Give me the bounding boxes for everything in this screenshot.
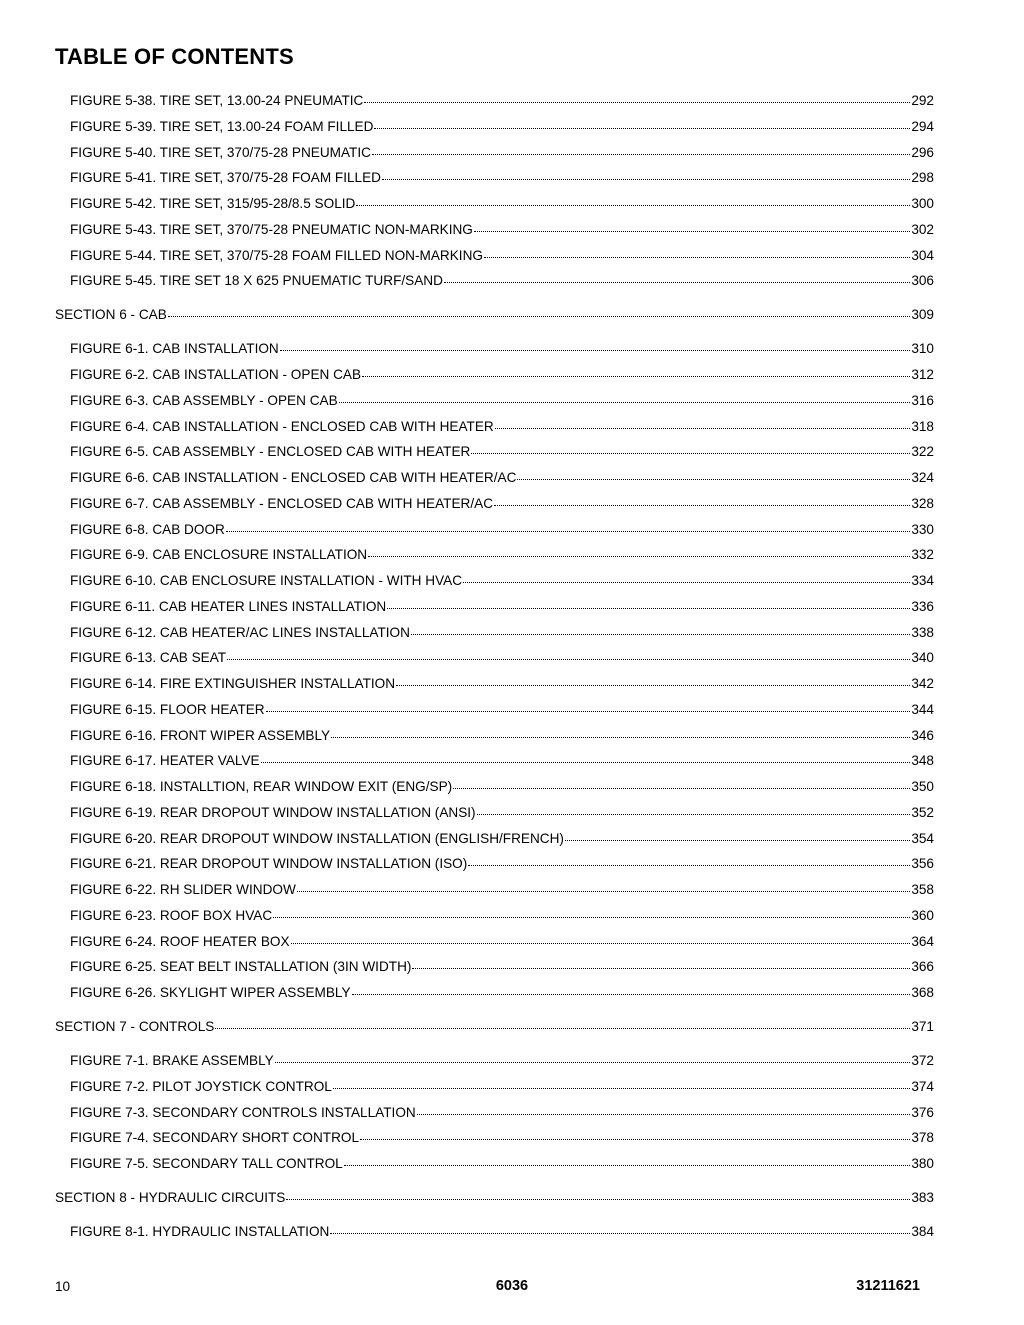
toc-figure-entry[interactable] (70, 649, 934, 667)
toc-dot-leader (215, 1016, 910, 1029)
toc-entry-page: 318 (911, 418, 934, 434)
toc-entry-label: FIGURE 6-25. SEAT BELT INSTALLATION (3IN WIDTH) (70, 959, 412, 975)
toc-entry-page: 334 (911, 573, 934, 588)
toc-dot-leader (463, 570, 910, 583)
toc-dot-leader (344, 1153, 911, 1166)
toc-entry-label: SECTION 8 - HYDRAULIC CIRCUITS (55, 1190, 286, 1205)
toc-entry-label: FIGURE 6-20. REAR DROPOUT WINDOW INSTALLATION (ENGLISH/FRENCH) (70, 830, 564, 846)
toc-entry-label: FIGURE 6-8. CAB DOOR (70, 521, 225, 537)
toc-entry-label: FIGURE 6-16. FRONT WIPER ASSEMBLY (70, 727, 331, 743)
toc-dot-leader (297, 879, 910, 892)
toc-entry-label: FIGURE 6-1. CAB INSTALLATION (70, 341, 279, 357)
toc-entry-label: FIGURE 5-42. TIRE SET, 315/95-28/8.5 SOLID (70, 196, 356, 211)
toc-figure-entry[interactable] (70, 169, 934, 187)
toc-dot-leader (484, 245, 910, 258)
toc-entry-page: 372 (911, 1053, 934, 1068)
toc-figure-entry[interactable] (70, 1052, 934, 1070)
toc-entry-label: FIGURE 7-1. BRAKE ASSEMBLY (70, 1053, 274, 1068)
toc-dot-leader (372, 142, 910, 155)
toc-entry-page: 368 (911, 985, 934, 1000)
footer-model: 6036 (495, 1278, 529, 1294)
toc-entry-page: 342 (911, 676, 934, 691)
toc-dot-leader (453, 776, 910, 789)
toc-entry-page: 292 (911, 93, 934, 108)
toc-entry-page: 322 (911, 444, 934, 460)
toc-entry-label: FIGURE 6-4. CAB INSTALLATION - ENCLOSED CAB WITH HEATER (70, 418, 494, 434)
toc-figure-entry[interactable] (70, 521, 934, 539)
toc-figure-entry[interactable] (70, 144, 934, 162)
toc-entry-page: 371 (911, 1019, 934, 1034)
toc-dot-leader (227, 647, 910, 660)
toc-entry-label: FIGURE 7-5. SECONDARY TALL CONTROL (70, 1156, 343, 1171)
toc-figure-entry[interactable] (70, 855, 934, 873)
toc-entry-label: FIGURE 5-43. TIRE SET, 370/75-28 PNEUMATIC NON-MARKING (70, 221, 473, 237)
toc-dot-leader (286, 1187, 910, 1200)
toc-figure-entry[interactable] (70, 392, 934, 410)
toc-entry-page: 298 (911, 170, 934, 186)
page-title: TABLE OF CONTENTS (55, 44, 294, 69)
toc-entry-label: FIGURE 5-39. TIRE SET, 13.00-24 FOAM FILLED (70, 118, 374, 134)
toc-figure-entry[interactable] (70, 1223, 934, 1241)
toc-figure-entry[interactable] (70, 247, 934, 265)
toc-dot-leader (352, 982, 911, 995)
toc-entry-page: 380 (911, 1156, 934, 1171)
toc-entry-label: FIGURE 6-11. CAB HEATER LINES INSTALLATION (70, 598, 387, 614)
toc-entry-label: FIGURE 6-17. HEATER VALVE (70, 753, 260, 769)
toc-entry-label: FIGURE 6-23. ROOF BOX HVAC (70, 907, 273, 923)
toc-dot-leader (226, 519, 910, 532)
toc-entry-page: 309 (911, 307, 934, 323)
toc-entry-label: FIGURE 7-2. PILOT JOYSTICK CONTROL (70, 1078, 332, 1094)
toc-figure-entry[interactable] (70, 495, 934, 513)
toc-dot-leader (565, 828, 910, 841)
toc-entry-page: 348 (911, 753, 934, 769)
toc-entry-label: FIGURE 6-3. CAB ASSEMBLY - OPEN CAB (70, 392, 338, 408)
footer-page-number: 10 (55, 1279, 71, 1294)
toc-dot-leader (444, 270, 910, 283)
toc-entry-page: 354 (911, 830, 934, 846)
toc-entry-page: 312 (911, 367, 934, 382)
toc-figure-entry[interactable] (70, 624, 934, 642)
toc-section-entry[interactable] (55, 1018, 934, 1036)
toc-dot-leader (261, 750, 911, 763)
toc-entry-label: FIGURE 6-12. CAB HEATER/AC LINES INSTALLATION (70, 624, 410, 640)
toc-dot-leader (331, 725, 910, 738)
toc-figure-entry[interactable] (70, 366, 934, 384)
toc-dot-leader (382, 167, 910, 180)
toc-entry-page: 316 (911, 392, 934, 408)
toc-entry-label: FIGURE 6-26. SKYLIGHT WIPER ASSEMBLY (70, 985, 351, 1000)
toc-entry-label: FIGURE 5-45. TIRE SET 18 X 625 PNUEMATIC TURF/SAND (70, 273, 443, 289)
toc-dot-leader (364, 90, 910, 103)
toc-figure-entry[interactable] (70, 443, 934, 461)
toc-entry-label: FIGURE 6-24. ROOF HEATER BOX (70, 933, 290, 949)
toc-dot-leader (273, 905, 910, 918)
toc-dot-leader (356, 193, 910, 206)
toc-figure-entry[interactable] (70, 881, 934, 899)
toc-entry-page: 344 (911, 701, 934, 717)
toc-entry-label: SECTION 7 - CONTROLS (55, 1019, 215, 1034)
toc-entry-page: 340 (911, 650, 934, 666)
toc-dot-leader (471, 441, 910, 454)
toc-entry-page: 336 (911, 598, 934, 614)
toc-figure-entry[interactable] (70, 195, 934, 213)
toc-figure-entry[interactable] (70, 598, 934, 616)
toc-dot-leader (517, 467, 910, 480)
toc-figure-entry[interactable] (70, 1155, 934, 1173)
toc-entry-page: 338 (911, 624, 934, 640)
toc-entry-page: 306 (911, 273, 934, 289)
toc-figure-entry[interactable] (70, 1129, 934, 1147)
toc-dot-leader (412, 956, 910, 969)
toc-entry-page: 352 (911, 804, 934, 820)
toc-entry-page: 300 (911, 196, 934, 211)
toc-entry-page: 330 (911, 521, 934, 537)
toc-entry-page: 302 (911, 221, 934, 237)
toc-dot-leader (374, 116, 910, 129)
toc-section-entry[interactable] (55, 306, 934, 324)
toc-entry-label: FIGURE 6-10. CAB ENCLOSURE INSTALLATION - WITH HVAC (70, 573, 463, 588)
toc-entry-label: FIGURE 5-41. TIRE SET, 370/75-28 FOAM FILLED (70, 170, 382, 186)
toc-figure-entry[interactable] (70, 752, 934, 770)
toc-dot-leader (474, 219, 910, 232)
toc-dot-leader (333, 1076, 910, 1089)
toc-entry-page: 332 (911, 547, 934, 563)
toc-dot-leader (266, 699, 911, 712)
toc-entry-page: 384 (911, 1224, 934, 1239)
toc-entry-label: FIGURE 6-13. CAB SEAT (70, 650, 227, 666)
toc-entry-label: FIGURE 6-2. CAB INSTALLATION - OPEN CAB (70, 367, 362, 382)
toc-entry-label: FIGURE 6-22. RH SLIDER WINDOW (70, 882, 296, 897)
toc-entry-page: 324 (911, 470, 934, 485)
toc-entry-page: 346 (911, 727, 934, 743)
toc-figure-entry[interactable] (70, 1104, 934, 1122)
toc-figure-entry[interactable] (70, 546, 934, 564)
toc-figure-entry[interactable] (70, 92, 934, 110)
toc-entry-page: 378 (911, 1130, 934, 1146)
toc-figure-entry[interactable] (70, 418, 934, 436)
toc-figure-entry[interactable] (70, 984, 934, 1002)
toc-entry-label: FIGURE 6-14. FIRE EXTINGUISHER INSTALLATION (70, 676, 396, 691)
toc-figure-entry[interactable] (70, 118, 934, 136)
toc-dot-leader (494, 493, 910, 506)
toc-entry-page: 360 (911, 907, 934, 923)
toc-entry-label: FIGURE 5-40. TIRE SET, 370/75-28 PNEUMATIC (70, 144, 371, 160)
toc-entry-label: FIGURE 6-15. FLOOR HEATER (70, 701, 265, 717)
toc-entry-page: 296 (911, 144, 934, 160)
toc-entry-page: 374 (911, 1078, 934, 1094)
toc-dot-leader (362, 364, 910, 377)
toc-entry-label: FIGURE 7-3. SECONDARY CONTROLS INSTALLATION (70, 1104, 416, 1120)
toc-entry-page: 366 (911, 959, 934, 975)
toc-figure-entry[interactable] (70, 804, 934, 822)
toc-entry-page: 356 (911, 856, 934, 872)
toc-figure-entry[interactable] (70, 701, 934, 719)
toc-entry-page: 350 (911, 779, 934, 794)
toc-entry-label: FIGURE 6-18. INSTALLTION, REAR WINDOW EXIT (ENG/SP) (70, 779, 453, 794)
toc-entry-page: 304 (911, 247, 934, 263)
toc-entry-label: FIGURE 6-5. CAB ASSEMBLY - ENCLOSED CAB WITH HEATER (70, 444, 471, 460)
toc-dot-leader (396, 673, 910, 686)
toc-dot-leader (280, 338, 911, 351)
toc-dot-leader (477, 802, 911, 815)
toc-dot-leader (368, 544, 910, 557)
toc-figure-entry[interactable] (70, 675, 934, 693)
toc-entry-label: FIGURE 8-1. HYDRAULIC INSTALLATION (70, 1224, 330, 1239)
toc-dot-leader (411, 622, 910, 635)
toc-figure-entry[interactable] (70, 830, 934, 848)
toc-figure-entry[interactable] (70, 272, 934, 290)
toc-dot-leader (468, 853, 910, 866)
toc-dot-leader (275, 1050, 911, 1063)
toc-entry-page: 364 (911, 933, 934, 949)
toc-figure-entry[interactable] (70, 778, 934, 796)
toc-entry-label: FIGURE 5-44. TIRE SET, 370/75-28 FOAM FILLED NON-MARKING (70, 247, 483, 263)
toc-entry-page: 294 (911, 118, 934, 134)
toc-entry-label: FIGURE 6-6. CAB INSTALLATION - ENCLOSED CAB WITH HEATER/AC (70, 470, 517, 485)
toc-dot-leader (387, 596, 910, 609)
toc-figure-entry[interactable] (70, 221, 934, 239)
toc-dot-leader (360, 1127, 910, 1140)
toc-dot-leader (339, 390, 911, 403)
toc-entry-label: FIGURE 6-21. REAR DROPOUT WINDOW INSTALLATION (ISO) (70, 856, 468, 872)
toc-figure-entry[interactable] (70, 958, 934, 976)
toc-entry-label: FIGURE 7-4. SECONDARY SHORT CONTROL (70, 1130, 360, 1146)
footer-doc-number: 31211621 (856, 1278, 920, 1294)
toc-figure-entry[interactable] (70, 572, 934, 590)
toc-dot-leader (291, 931, 911, 944)
toc-dot-leader (495, 416, 911, 429)
toc-entry-label: FIGURE 6-19. REAR DROPOUT WINDOW INSTALLATION (ANSI) (70, 804, 476, 820)
toc-entry-page: 328 (911, 495, 934, 511)
toc-entry-label: SECTION 6 - CAB (55, 307, 167, 323)
toc-section-entry[interactable] (55, 1189, 934, 1207)
toc-entry-label: FIGURE 6-9. CAB ENCLOSURE INSTALLATION (70, 547, 368, 563)
toc-figure-entry[interactable] (70, 469, 934, 487)
toc-entry-label: FIGURE 5-38. TIRE SET, 13.00-24 PNEUMATIC (70, 93, 364, 108)
toc-entry-page: 358 (911, 882, 934, 897)
toc-figure-entry[interactable] (70, 933, 934, 951)
toc-figure-entry[interactable] (70, 340, 934, 358)
toc-dot-leader (168, 304, 911, 317)
toc-entry-page: 383 (911, 1190, 934, 1205)
toc-dot-leader (417, 1102, 911, 1115)
toc-figure-entry[interactable] (70, 907, 934, 925)
toc-entry-page: 376 (911, 1104, 934, 1120)
toc-entry-page: 310 (911, 341, 934, 357)
toc-entry-label: FIGURE 6-7. CAB ASSEMBLY - ENCLOSED CAB WITH HEATER/AC (70, 495, 494, 511)
toc-figure-entry[interactable] (70, 727, 934, 745)
toc-figure-entry[interactable] (70, 1078, 934, 1096)
toc-dot-leader (330, 1221, 910, 1234)
